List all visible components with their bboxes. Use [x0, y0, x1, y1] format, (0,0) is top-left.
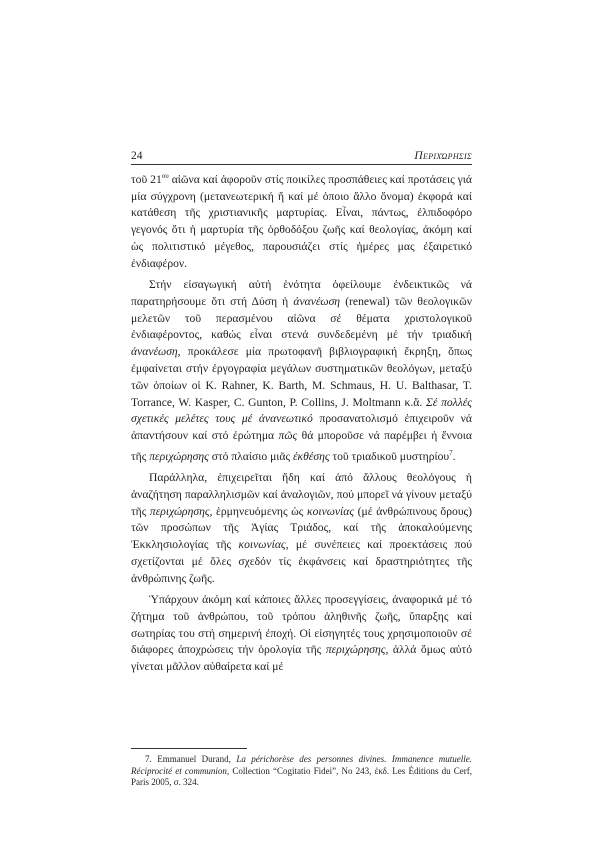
italic-phrase: Σέ πολλές σχετικές μελέτες τους μέ ἀνανεωτικό — [131, 395, 472, 426]
italic-term: κοινωνίας — [307, 504, 355, 518]
footnote-book-title: La périchorèse des personnes divines. Immanence mutuelle. Réciprocité et communion, — [131, 754, 473, 776]
superscript-ordinal: ου — [161, 172, 169, 180]
text-span: ἑρμηνευόμενης ὡς — [212, 504, 307, 518]
italic-term: κοινωνίας, — [238, 538, 289, 552]
main-text — [131, 168, 472, 676]
page-header — [131, 149, 472, 163]
text-span: . — [452, 449, 456, 463]
text-span: Παράλληλα, ἐπιχειρεῖται ἤδη καί ἀπό ἄλλους θεολόγους ἡ ἀναζήτηση παραλληλισμῶν καί ἀναλογιῶν, πού μπορεῖ νά γίνουν μεταξύ τῆς — [131, 471, 472, 518]
text-span: (μέ ἀνθρώπινους ὅρους) τῶν προσώπων τῆς Ἁγίας Τριάδος, καί τῆς ἀποκαλούμενης Ἐκκλησιολογίας τῆς — [131, 504, 473, 552]
footnote-rule — [131, 748, 247, 749]
footnote-text: 7. Emmanuel Durand, — [145, 754, 237, 764]
text-span: προσανατολισμό ἐπιχειροῦν νά ἀπαντήσουν καί στό ἐρώτημα — [131, 412, 472, 443]
page-number: 24 — [131, 150, 143, 162]
paragraph-3 — [131, 470, 472, 588]
text-span: τοῦ τριαδικοῦ μυστηρίου — [329, 449, 450, 463]
text-span: θά μποροῦσε νά παρέμβει ἡ ἔννοια τῆς — [131, 429, 473, 463]
text-span: στό πλαίσιο μιᾶς — [208, 449, 293, 463]
footnote-marker: 7 — [449, 449, 453, 457]
text-span: μέ συνέπειες καί προεκτάσεις πού σχετίζονται μέ ὅλες σχεδόν τίς ἐκφάνσεις καί δραστηριότητες τῆς ἀνθρώπινης ζωῆς. — [131, 538, 472, 585]
text-span: Στήν εἰσαγωγική αὐτή ἑνότητα ὀφείλουμε ἐνδεικτικῶς νά παρατηρήσουμε ὅτι στή Δύση ἡ — [131, 278, 472, 308]
paragraph-1 — [131, 168, 472, 273]
footnote-text: Collection “Cogitatio Fidei”, No 243, ἐκδ. Les Éditions du Cerf, Paris 2005, σ. 324. — [131, 765, 472, 787]
text-span: προκάλεσε μία πρωτοφανῆ βιβλιογραφική ἔκρηξη, ὅπως ἐμφαίνεται στήν ἐργογραφία μεγάλων συστηματικῶν θεολόγων, μεταξύ τῶν ὁποίων οἱ K. Rahner, K. Barth, M. Schmaus, H. U. Balthasar, T. Torrance, W. Kasper, C. Gunton, P. Collins, J. Moltmann κ.ἄ. — [131, 345, 472, 409]
italic-term: ἀνανέωση — [293, 294, 341, 308]
header-rule — [131, 164, 472, 165]
text-span: (renewal) τῶν θεολογικῶν μελετῶν τοῦ περασμένου αἰῶνα σέ θέματα χριστολογικοῦ ἐνδιαφέροντος, καθώς εἶναι στενά συνδεδεμένη μέ τήν τριαδική — [131, 294, 472, 342]
paragraph-4 — [131, 592, 472, 676]
running-title: Περιχώρησις — [414, 150, 472, 162]
italic-term: περιχώρησης, — [325, 643, 389, 657]
text-span: αἰῶνα καί ἀφοροῦν στίς ποικίλες προσπάθειες καί προτάσεις γιά μία σύγχρονη (μετανεωτερική ἤ καί μέ ὁποιο ἄλλο ὄνομα) ἐκφορά καί κατάθεση τῆς χριστιανικῆς μαρτυρίας. Εἶναι, πάντως, ἐλπιδοφόρο γεγονός ὅτι ἡ μαρτυρία τῆς ὀρθοδόξου ζωῆς καί θεολογίας, ἀκόμη καί ὡς πολιτιστικό μέγεθος, παρουσιάζει στίς ἡμέρες μας ἐξαιρετικό ἐνδιαφέρον. — [131, 172, 472, 270]
paragraph-2 — [131, 277, 472, 466]
text-span: τοῦ 21 — [131, 172, 162, 186]
italic-term: περιχώρησης, — [149, 504, 213, 518]
footnote-7 — [131, 754, 472, 789]
text-span: Ὑπάρχουν ἀκόμη καί κάποιες ἄλλες προσεγγίσεις, ἀναφορικά μέ τό ζήτημα τοῦ ἀνθρώπου, τοῦ τρόπου ἀληθινῆς ζωῆς, ὕπαρξης καί σωτηρίας του στή σημερινή ἐποχή. Οἱ εἰσηγητές τους χρησιμοποιοῦν σέ διάφορες ἀποχρώσεις τήν ὁρολογία τῆς — [131, 593, 472, 657]
italic-term: ἐκθέσης — [292, 449, 330, 463]
italic-term: ἀνανέωση, — [131, 345, 181, 359]
text-span: ἀλλά ὅμως αὐτό γίνεται μᾶλλον αὐθαίρετα καί μέ — [131, 643, 473, 674]
italic-term: περιχώρησης — [149, 449, 209, 463]
italic-term: πῶς — [278, 429, 298, 443]
